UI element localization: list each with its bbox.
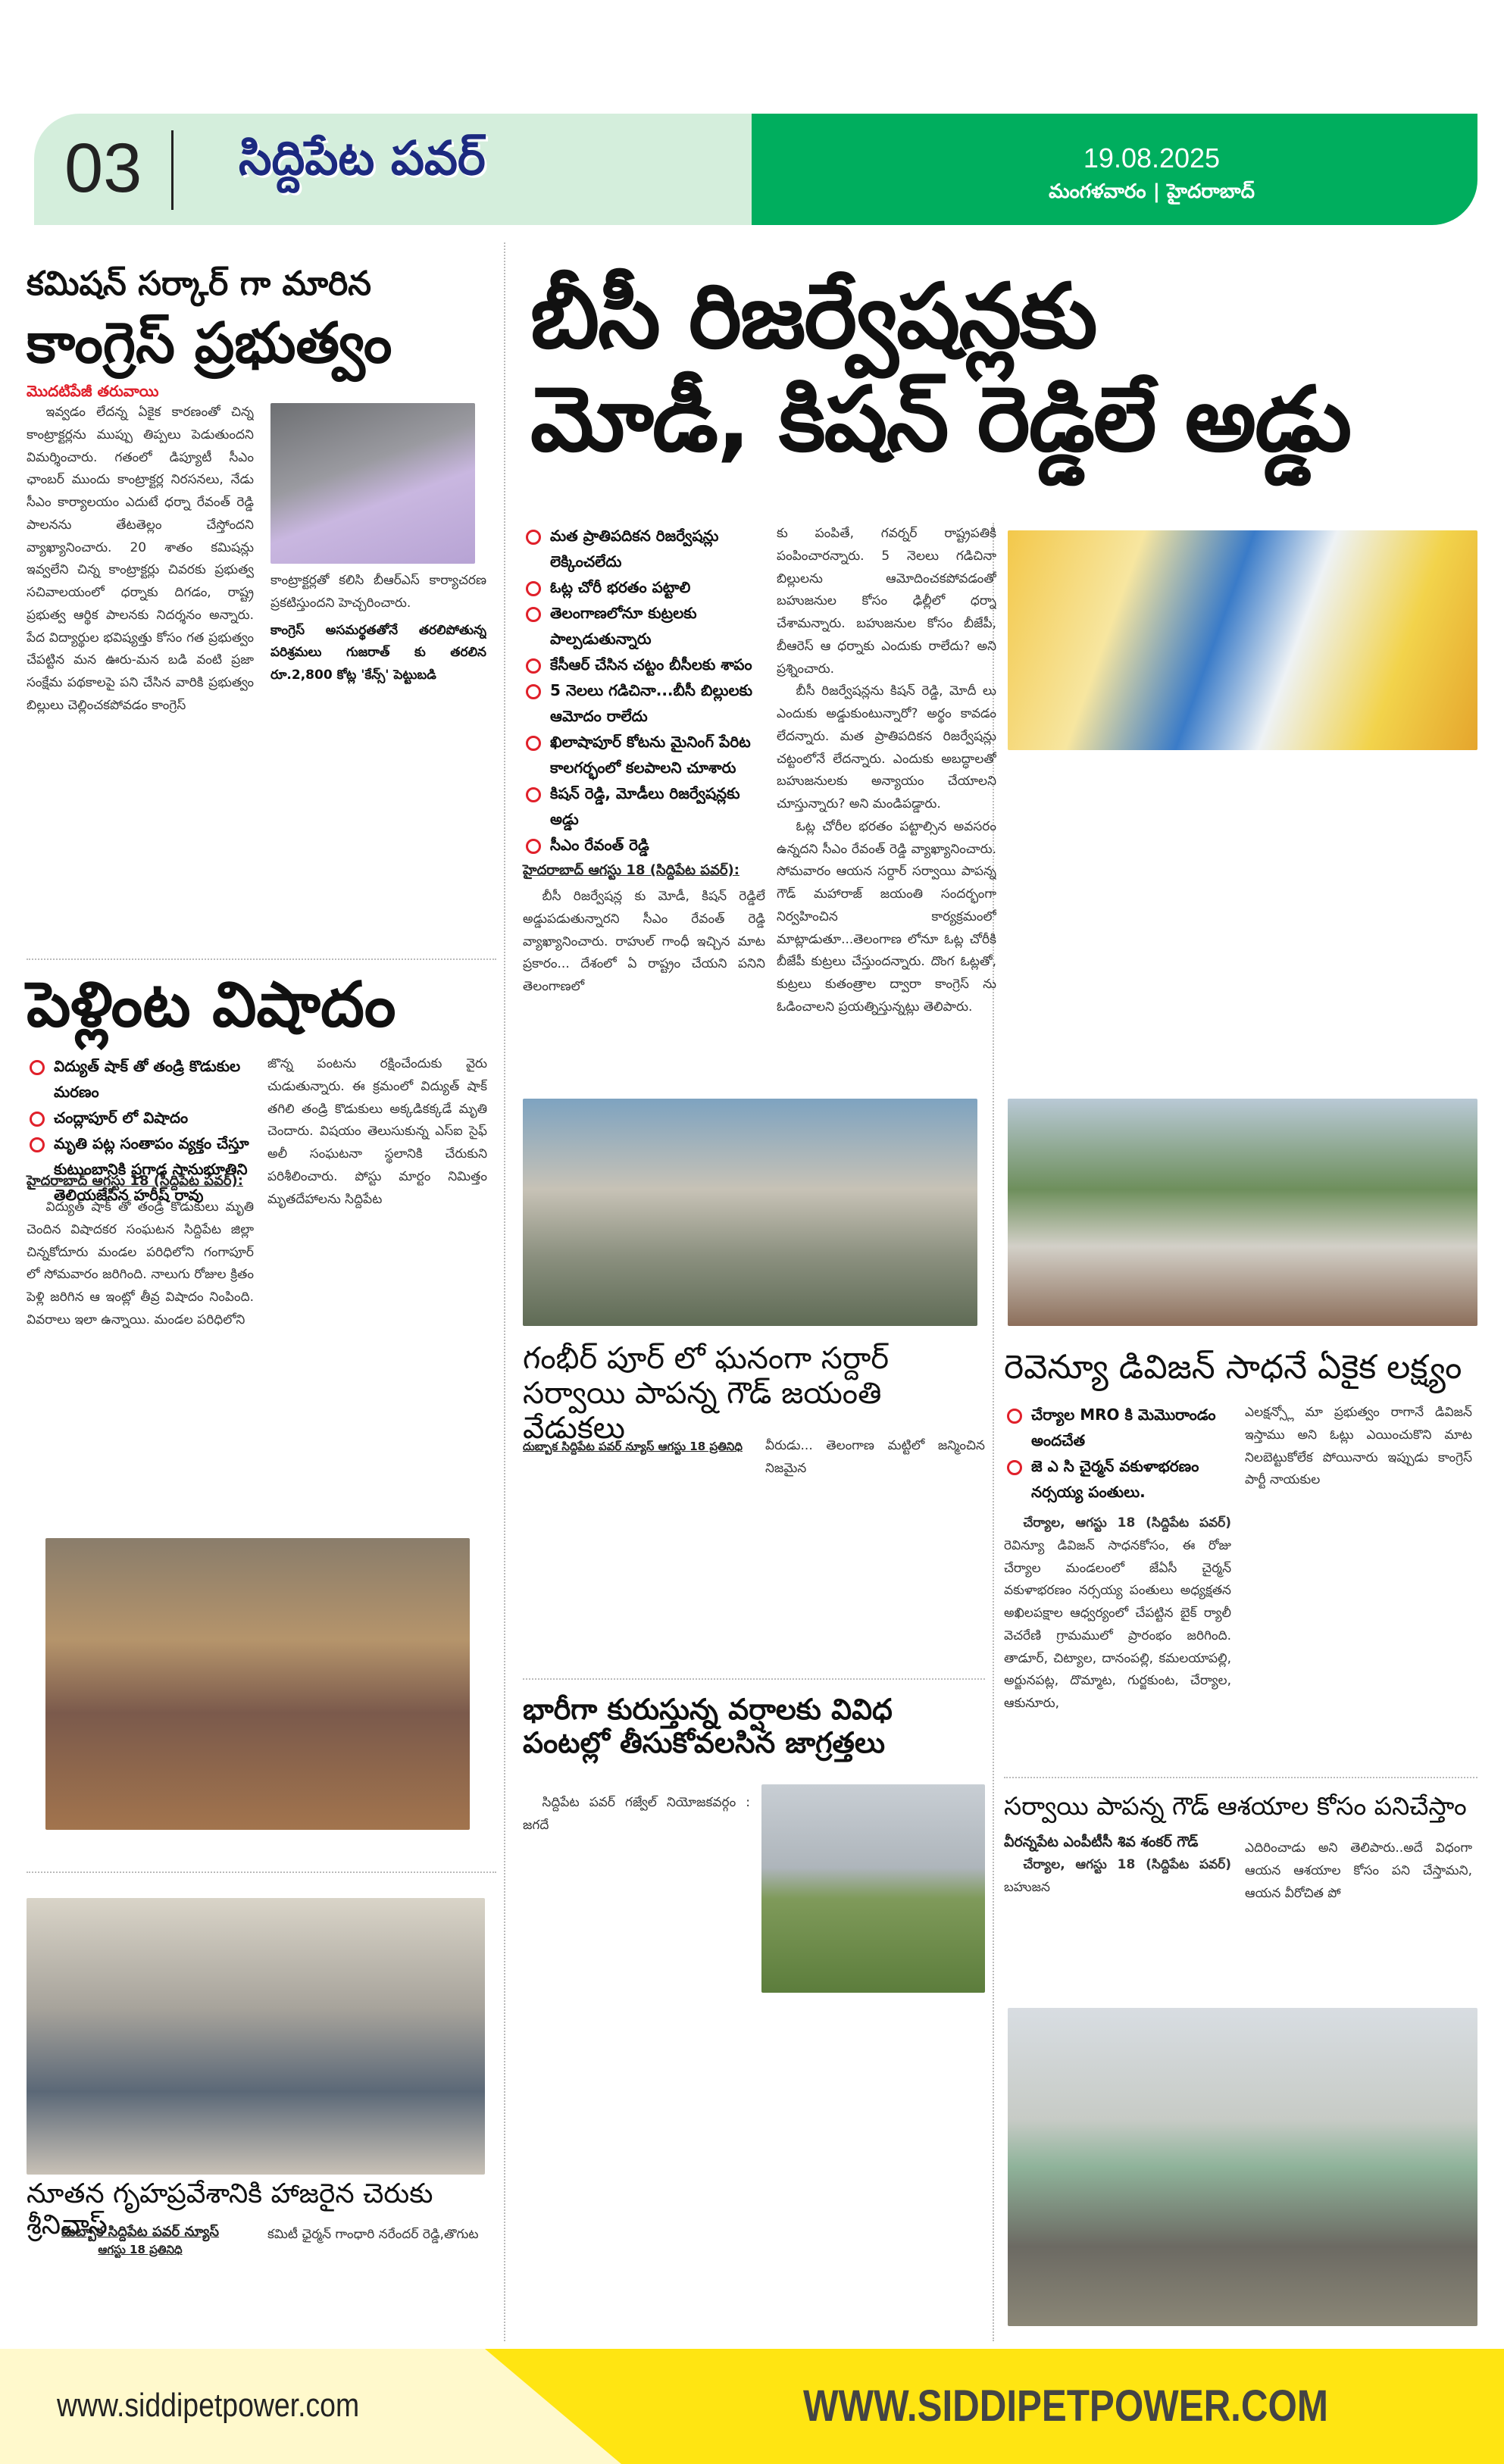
lead-headline-line1: బీసీ రిజర్వేషన్లకు	[530, 264, 1096, 368]
lead-headline	[530, 265, 1477, 515]
article-body-col2	[1245, 1402, 1472, 1765]
highlight-item: ఖిలాషాపూర్ కోటను మైనింగ్ పేరిట కాలగర్భంలో కలపాలని చూశారు	[523, 729, 765, 780]
issue-day-city: మంగళవారం | హైదరాబాద్	[1049, 180, 1255, 203]
dateline: హైదరాబాద్ ఆగస్టు 18 (సిద్దిపేట పవర్):	[27, 1173, 243, 1189]
article-housewarming	[27, 2178, 496, 2337]
highlight-item: సీఎం రేవంత్ రెడ్డి	[523, 832, 765, 858]
article-headline: సర్వాయి పాపన్న గౌడ్ ఆశయాల కోసం పనిచేస్తాం	[1004, 1791, 1467, 1821]
paragraph: జొన్న పంటను రక్షించేందుకు వైరు చుడుతున్నారు. ఈ క్రమంలో విద్యుత్ షాక్ తగిలి తండ్రి కొడుకులు అక్కడికక్కడే మృతి చెందారు. విషయం తెలుసుకున్న ఎస్ఐ సైఫ్ అలీ సంఘటనా స్థలానికి చేరుకుని పరిశీలించారు. పోస్టు మార్టం నిమిత్తం మృతదేహాలను సిద్దిపేట	[267, 1056, 487, 1207]
paragraph: కమిటీ ఛైర్మన్ గాంధారి నరేందర్ రెడ్డి,తొగుట	[267, 2227, 479, 2242]
article-wedding-tragedy	[27, 970, 496, 1546]
dateline-date: ఆగస్టు 18 ప్రతినిధి	[98, 2243, 183, 2256]
photo-cm-speaking	[1008, 530, 1477, 750]
article-body	[27, 1196, 254, 1545]
paragraph: సిద్దిపేట పవర్ గజ్వేల్ నియోజకవర్గం : జగదే	[523, 1795, 750, 1833]
article-headline: నూతన గృహప్రవేశానికి హాజరైన చెరుకు శ్రీనివాస్	[27, 2178, 433, 2241]
article-body-col2	[270, 570, 486, 949]
highlight-item: 5 నెలలు గడిచినా...బీసీ బిల్లులకు ఆమోదం రాలేదు	[523, 677, 765, 729]
dateline: హైదరాబాద్ ఆగస్టు 18 (సిద్దిపేట పవర్):	[523, 862, 739, 878]
section-divider	[1004, 1777, 1477, 1778]
paragraph: బహుజన	[1004, 1879, 1050, 1895]
masthead-title: సిద్దిపేట పవర్	[239, 130, 486, 186]
article-subhead: వీరన్నపేట ఎంపీటీసీ శివ శంకర్ గౌడ్	[1004, 1834, 1199, 1850]
article-lead	[523, 523, 1477, 1099]
article-papanna-goud	[1004, 1792, 1477, 2004]
highlight-item: తెలంగాణలోనూ కుట్రలకు పాల్పడుతున్నారు	[523, 600, 765, 652]
photo-papanna-statue	[1008, 2008, 1477, 2326]
article-gambhirpur	[523, 1341, 985, 1674]
article-kicker: కమిషన్ సర్కార్ గా మారిన	[27, 264, 372, 303]
photo-revenue-rally	[1008, 1099, 1477, 1326]
column-divider	[504, 242, 505, 2341]
highlight-item: కిషన్ రెడ్డి, మోడీలు రిజర్వేషన్లకు అడ్డు	[523, 780, 765, 832]
paragraph: ఓట్ల చోరీల భరతం పట్టాల్సిన అవసరం ఉన్నదని సీఎం రేవంత్ రెడ్డి వ్యాఖ్యానించారు. సోమవారం ఆయన సర్దార్ సర్వాయి పాపన్న గౌడ్ మహారాజ్ జయంతి సందర్భంగా నిర్వహించిన కార్యక్రమంలో మాట్లాడుతూ...తెలంగాణ లోనూ ఓట్ల చోరీకి బీజేపీ కుట్రలు చేస్తుందన్నారు. దొంగ ఓట్లతో, కుట్రలు కుతంత్రాల ద్వారా కాంగ్రెస్ ను ఓడించాలని ప్రయత్నిస్తున్నట్లు తెలిపారు.	[777, 818, 996, 1015]
article-congress	[27, 250, 496, 955]
dateline: దుబ్బాక సిద్దిపేట పవర్ న్యూస్ ఆగస్టు 18 ప్రతినిధి	[523, 1440, 743, 1453]
article-body-col2	[1245, 1837, 1472, 2000]
highlight-item: విద్యుత్ షాక్ తో తండ్రి కొడుకుల మరణం	[27, 1053, 254, 1105]
paragraph: రెవిన్యూ డివిజన్ సాధనకోసం, ఈ రోజు చేర్యాల మండలంలో జేఏసీ చైర్మన్ వకుళాభరణం నర్సయ్య పంతులు అధ్యక్షతన అఖిలపక్షాల ఆధ్వర్యంలో చేపట్టిన బైక్ ర్యాలీ వెచరేణి గ్రామములో ప్రారంభం జరిగింది. తాడూర్, చిట్యాల, దానంపల్లి, కమలయాపల్లి, అర్జునపట్ల, దొమ్మాట, గుర్జకుంట, చేర్యాల, ఆకునూరు,	[1004, 1537, 1231, 1711]
dateline: చేర్యాల, ఆగస్టు 18 (సిద్దిపేట పవర్)	[1023, 1857, 1231, 1872]
header-divider	[171, 130, 174, 210]
highlight-item: మృతి పట్ల సంతాపం వ్యక్తం చేస్తూ కుటుంబానికి ప్రగాఢ సానుభూతిని తెలియజేసిన హరీష్ రావు	[27, 1130, 254, 1208]
paragraph: కాంట్రాక్టర్లతో కలిసి బీఆర్ఎస్ కార్యాచరణ ప్రకటిస్తుందని హెచ్చరించారు.	[270, 573, 486, 611]
article-revenue-division	[1004, 1349, 1477, 1773]
lead-headline-line2: మోడీ, కిషన్ రెడ్డిలే అడ్డు	[530, 366, 1351, 471]
paragraph: బీసీ రిజర్వేషన్ల కు మోడీ, కిషన్ రెడ్డిలే అడ్డుపడుతున్నారని సీఎం రేవంత్ రెడ్డి వ్యాఖ్యానించారు. రాహుల్ గాంధీ ఇచ్చిన మాట ప్రకారం... దేశంలో ఏ రాష్ట్రం చేయని పనిని తెలంగాణలో	[523, 889, 765, 994]
article-body	[27, 402, 254, 947]
article-rain-crops	[523, 1693, 985, 2337]
article-headline: కాంగ్రెస్ ప్రభుత్వం	[27, 310, 392, 376]
article-body-col2	[267, 1053, 487, 1523]
section-divider	[27, 958, 496, 960]
highlight-item: ఓట్ల చోరీ భరతం పట్టాలి	[523, 574, 765, 600]
section-divider	[523, 1678, 985, 1680]
photo-housewarming	[27, 1898, 485, 2175]
page-number: 03	[64, 130, 142, 207]
photo-crop-field	[761, 1784, 985, 1993]
paragraph: కు పంపితే, గవర్నర్ రాష్ట్రపతికి పంపించారన్నారు. 5 నెలలు గడిచినా బిల్లులను ఆమోదించకపోవడంతో బహుజనుల కోసం ఢిల్లీలో ధర్నా చేశామన్నారు. బహుజనుల కోసం బీజేపీ, బీఆరెస్ ఆ ధర్నాకు ఎందుకు రాలేదు? అని ప్రశ్నించారు.	[777, 526, 996, 677]
article-headline: భారీగా కురుస్తున్న వర్షాలకు వివిధ పంటల్లో తీసుకోవలసిన జాగ్రత్తలు	[523, 1693, 893, 1759]
dateline: చేర్యాల, ఆగస్టు 18 (సిద్దిపేట పవర్)	[1023, 1515, 1231, 1531]
photo-mourning-family	[45, 1538, 470, 1830]
article-body	[523, 886, 765, 1060]
highlight-item: చేర్యాల MRO కి మెమొరాండం అందచేత	[1004, 1402, 1231, 1453]
footer-website-link[interactable]: www.siddipetpower.com	[57, 2387, 360, 2424]
article-body-col2	[777, 523, 996, 1091]
article-body	[267, 2224, 487, 2337]
highlight-item: జె ఎ సి చైర్మన్ వకుళాభరణం నర్సయ్య పంతులు.	[1004, 1453, 1231, 1505]
photo-jayanthi-gathering	[523, 1099, 977, 1326]
paragraph: ఇవ్వడం లేదన్న ఏకైక కారణంతో చిన్న కాంట్రాక్టర్లను ముప్పు తిప్పలు పెడుతుందని విమర్శించారు. గతంలో డిప్యూటీ సీఎం ఛాంబర్ ముందు కాంట్రాక్టర్ల నిరసనలు, నేడు సీఎం కార్యాలయం ఎదుటే ధర్నా రేవంత్ రెడ్డి పాలనను తేటతెల్లం చేస్తోందని వ్యాఖ్యానించారు. 20 శాతం కమిషన్లు ఇవ్వలేని చిన్న కాంట్రాక్టర్లు చివరకు ప్రభుత్వ సచివాలయంలో ధర్నాకు దిగడం, రాష్ట్ర ప్రభుత్వ ఆర్థిక పాలనకు నిదర్శనం అన్నారు. పేద విద్యార్థుల భవిష్యత్తు కోసం గత ప్రభుత్వం చేపట్టిన మన ఊరు-మన బడి వంటి ప్రజా సంక్షేమ పథకాలపై పని చేసిన వారికి ప్రభుత్వం బిల్లులు చెల్లించకపోవడం కాంగ్రెస్	[27, 405, 254, 713]
article-headline: పెళ్లింట విషాదం	[27, 969, 396, 1041]
paragraph: వీరుడు... తెలంగాణ మట్టిలో జన్మించిన నిజమైన	[765, 1438, 985, 1476]
article-headline: రెవెన్యూ డివిజన్ సాధనే ఏకైక లక్ష్యం	[1004, 1348, 1462, 1387]
photo-politician	[270, 403, 475, 564]
dateline: దుబ్బాక సిద్దిపేట పవర్ న్యూస్	[61, 2224, 220, 2240]
paragraph: బీసీ రిజర్వేషన్లను కిషన్ రెడ్డి, మోదీ లు ఎందుకు అడ్డుకుంటున్నారో? అర్థం కావడం లేదన్నారు. మత ప్రాతిపదికన రిజర్వేషన్లు చట్టంలోనే లేదన్నారు. ఎందుకు అబద్ధాలతో బహుజనులకు అన్యాయం చేయాలని చూస్తున్నారు? అని మండిపడ్డారు.	[777, 683, 996, 811]
issue-date: 19.08.2025	[1083, 142, 1221, 174]
paragraph: విద్యుత్ షాక్ తో తండ్రి కొడుకులు మృతి చెందిన విషాదకర సంఘటన సిద్దిపేట జిల్లా చిన్నకోదూరు మండల పరిధిలోని గంగాపూర్ లో సోమవారం జరిగింది. నాలుగు రోజుల క్రితం పెళ్లి జరిగిన ఆ ఇంట్లో తీవ్ర విషాదం నింపింది. వివరాలు ఇలా ఉన్నాయి. మండల పరిధిలోని	[27, 1199, 254, 1327]
article-subhead: కాంగ్రెస్ అసమర్థతతోనే తరలిపోతున్న పరిశ్రమలు గుజరాత్ కు తరలిన రూ.2,800 కోట్ల 'కేన్స్' పెట్టుబడి	[270, 622, 486, 683]
paragraph: ఎలక్షన్స్లో మా ప్రభుత్వం రాగానే డివిజన్ ఇస్తాము అని ఓట్లు ఎయించుకొని మాట నిలబెట్టుకోలేక పోయినారు ఇప్పుడు కాంగ్రెస్ పార్టీ నాయకుల	[1245, 1405, 1472, 1488]
article-body	[1004, 1854, 1231, 2006]
continued-label: మొదటిపేజీ తరువాయి	[27, 381, 159, 400]
article-body	[523, 1792, 750, 2322]
article-body	[1004, 1512, 1231, 1815]
highlights-list	[523, 523, 765, 858]
article-body	[765, 1435, 985, 1662]
highlight-item: మత ప్రాతిపదికన రిజర్వేషన్లు లెక్కించలేదు	[523, 523, 765, 574]
highlights-list	[1004, 1402, 1231, 1505]
paragraph: ఎదిరించాడు అని తెలిపారు..అదే విధంగా ఆయన ఆశయాల కోసం పని చేస్తామని, ఆయన వీరోచిత పో	[1245, 1840, 1472, 1901]
section-divider	[27, 1871, 496, 1873]
highlight-item: చంద్లాపూర్ లో విషాదం	[27, 1105, 254, 1130]
highlight-item: కేసీఆర్ చేసిన చట్టం బీసీలకు శాపం	[523, 652, 765, 677]
footer-website-banner[interactable]: WWW.SIDDIPETPOWER.COM	[803, 2381, 1328, 2431]
article-headline: గంభీర్ పూర్ లో ఘనంగా సర్దార్ సర్వాయి పాపన్న గౌడ్ జయంతి వేడుకలు	[523, 1341, 890, 1446]
